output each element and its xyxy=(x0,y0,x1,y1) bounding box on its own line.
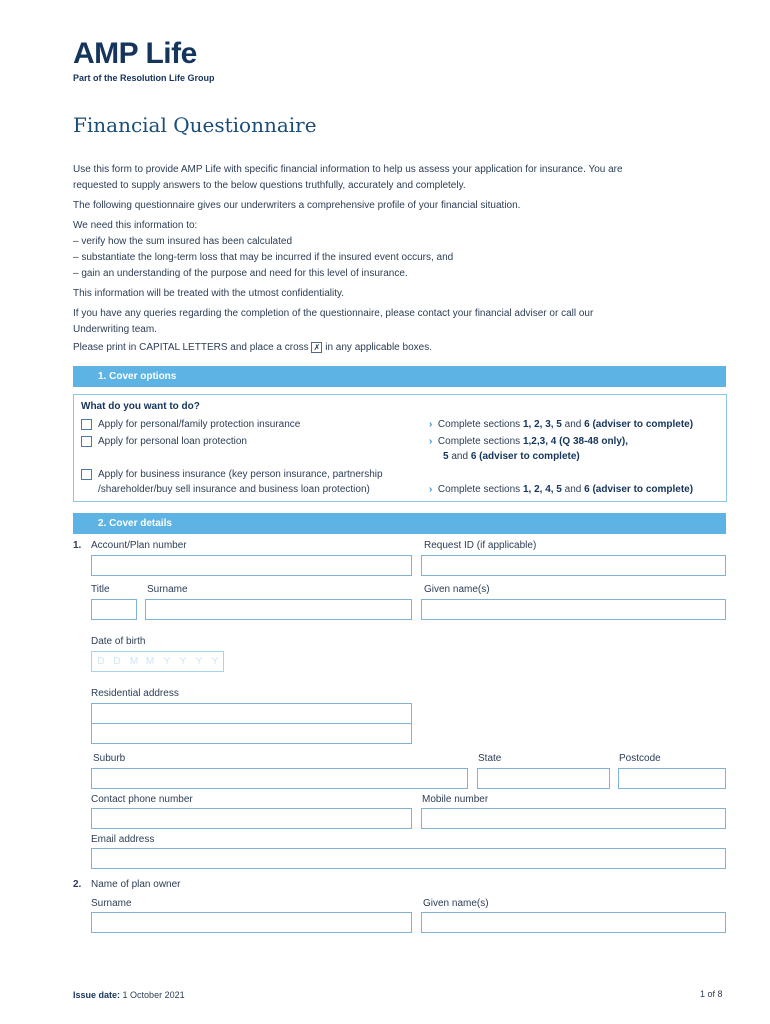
plan-owner-label: Name of plan owner xyxy=(91,879,181,890)
page-number: 1 of 8 xyxy=(700,989,723,999)
account-number-input[interactable] xyxy=(91,555,412,576)
instr-bold2: 6 (adviser to complete) xyxy=(584,484,694,495)
intro-bullet: – verify how the sum insured has been calculated xyxy=(73,236,293,247)
intro-text xyxy=(73,162,733,356)
owner-surname-label: Surname xyxy=(91,898,132,909)
instr-mid: and xyxy=(448,451,471,462)
brand-tagline: Part of the Resolution Life Group xyxy=(73,73,215,83)
issue-date xyxy=(73,990,185,1000)
request-id-label: Request ID (if applicable) xyxy=(424,540,537,551)
intro-paragraph-4: This information will be treated with the utmost confidentiality. xyxy=(73,288,345,299)
given-names-label: Given name(s) xyxy=(424,584,490,595)
dob-cell: Y xyxy=(179,656,187,667)
surname-input[interactable] xyxy=(145,599,412,620)
question-number: 2. xyxy=(73,879,82,890)
issue-date-value: 1 October 2021 xyxy=(122,990,185,1000)
dob-cell: M xyxy=(129,656,139,667)
email-input[interactable] xyxy=(91,848,726,869)
phone-input[interactable] xyxy=(91,808,412,829)
dob-input[interactable] xyxy=(91,651,224,672)
intro-p6-b: in any applicable boxes. xyxy=(325,342,432,353)
option-business-insurance-instructions xyxy=(429,484,693,495)
intro-p1-line1: Use this form to provide AMP Life with specific financial information to help us assess your application for insurance. You are xyxy=(73,164,623,175)
postcode-input[interactable] xyxy=(618,768,726,789)
checkbox-personal-insurance[interactable] xyxy=(81,419,92,430)
instr-pre: Complete sections xyxy=(437,419,523,430)
intro-paragraph-3: We need this information to: xyxy=(73,220,198,231)
section-1-header xyxy=(73,366,726,387)
instr-bold2: 6 (adviser to complete) xyxy=(584,419,694,430)
request-id-input[interactable] xyxy=(421,555,726,576)
address-line-1-input[interactable] xyxy=(91,703,412,724)
cross-example-icon: ✗ xyxy=(311,342,322,353)
chevron-right-icon: › xyxy=(429,419,433,430)
intro-p5-line2: Underwriting team. xyxy=(73,324,157,335)
option-loan-protection-label: Apply for personal loan protection xyxy=(98,436,247,447)
email-label: Email address xyxy=(91,834,155,845)
suburb-input[interactable] xyxy=(91,768,468,789)
option-business-insurance-label: Apply for business insurance (key person insurance, partnership xyxy=(98,469,383,480)
intro-bullet: – substantiate the long-term loss that may be incurred if the insured event occurs, and xyxy=(73,252,454,263)
section-1-title: 1. Cover options xyxy=(98,371,177,382)
dob-cell: Y xyxy=(211,656,219,667)
suburb-label: Suburb xyxy=(93,753,126,764)
instr-bold: 1,2,3, 4 (Q 38-48 only), xyxy=(522,436,628,447)
intro-p5-line1: If you have any queries regarding the completion of the questionnaire, please contact your financial adviser or call our xyxy=(73,308,594,319)
owner-given-names-input[interactable] xyxy=(421,912,726,933)
title-label: Title xyxy=(91,584,110,595)
phone-label: Contact phone number xyxy=(91,794,193,805)
brand-logo: AMP Life xyxy=(73,37,197,70)
surname-label: Surname xyxy=(147,584,188,595)
page-title: Financial Questionnaire xyxy=(73,113,317,137)
option-business-insurance-label-2: /shareholder/buy sell insurance and business loan protection) xyxy=(98,484,370,495)
instr-mid: and xyxy=(561,419,585,430)
intro-paragraph-6 xyxy=(73,340,733,356)
owner-given-names-label: Given name(s) xyxy=(423,898,489,909)
checkbox-loan-protection[interactable] xyxy=(81,436,92,447)
address-label: Residential address xyxy=(91,688,179,699)
intro-paragraph-2: The following questionnaire gives our underwriters a comprehensive profile of your financial situation. xyxy=(73,200,521,211)
option-loan-protection-instructions-2 xyxy=(443,451,580,462)
checkbox-business-insurance[interactable] xyxy=(81,469,92,480)
address-line-2-input[interactable] xyxy=(91,723,412,744)
dob-cell: D xyxy=(113,656,121,667)
dob-cell: Y xyxy=(195,656,203,667)
chevron-right-icon: › xyxy=(429,436,433,447)
instr-bold2: 6 (adviser to complete) xyxy=(470,451,580,462)
section-2-title: 2. Cover details xyxy=(98,518,172,529)
dob-cell: D xyxy=(97,656,105,667)
postcode-label: Postcode xyxy=(619,753,661,764)
question-number: 1. xyxy=(73,540,82,551)
mobile-label: Mobile number xyxy=(422,794,489,805)
owner-surname-input[interactable] xyxy=(91,912,412,933)
cover-question: What do you want to do? xyxy=(81,401,200,412)
intro-p6-a: Please print in CAPITAL LETTERS and place a cross xyxy=(73,342,309,353)
section-2-header xyxy=(73,513,726,534)
dob-cell: Y xyxy=(163,656,171,667)
state-label: State xyxy=(478,753,502,764)
account-number-label: Account/Plan number xyxy=(91,540,187,551)
intro-p1-line2: requested to supply answers to the below questions truthfully, accurately and completely. xyxy=(73,180,466,191)
intro-paragraph-5 xyxy=(73,306,733,338)
state-input[interactable] xyxy=(477,768,610,789)
instr-pre: Complete sections xyxy=(437,484,523,495)
issue-date-label: Issue date: xyxy=(73,990,121,1000)
instr-bold: 1, 2, 4, 5 xyxy=(522,484,562,495)
intro-paragraph-1 xyxy=(73,162,733,194)
given-names-input[interactable] xyxy=(421,599,726,620)
intro-bullet: – gain an understanding of the purpose and need for this level of insurance. xyxy=(73,268,408,279)
instr-bold: 1, 2, 3, 5 xyxy=(522,419,562,430)
chevron-right-icon: › xyxy=(429,484,433,495)
instr-mid: and xyxy=(561,484,585,495)
option-personal-insurance-instructions xyxy=(429,419,693,430)
dob-label: Date of birth xyxy=(91,636,146,647)
option-loan-protection-instructions xyxy=(429,436,628,447)
title-input[interactable] xyxy=(91,599,137,620)
option-personal-insurance-label: Apply for personal/family protection insurance xyxy=(98,419,301,430)
mobile-input[interactable] xyxy=(421,808,726,829)
instr-bold: 5 xyxy=(443,451,449,462)
dob-cell: M xyxy=(145,656,155,667)
instr-pre: Complete sections xyxy=(437,436,523,447)
